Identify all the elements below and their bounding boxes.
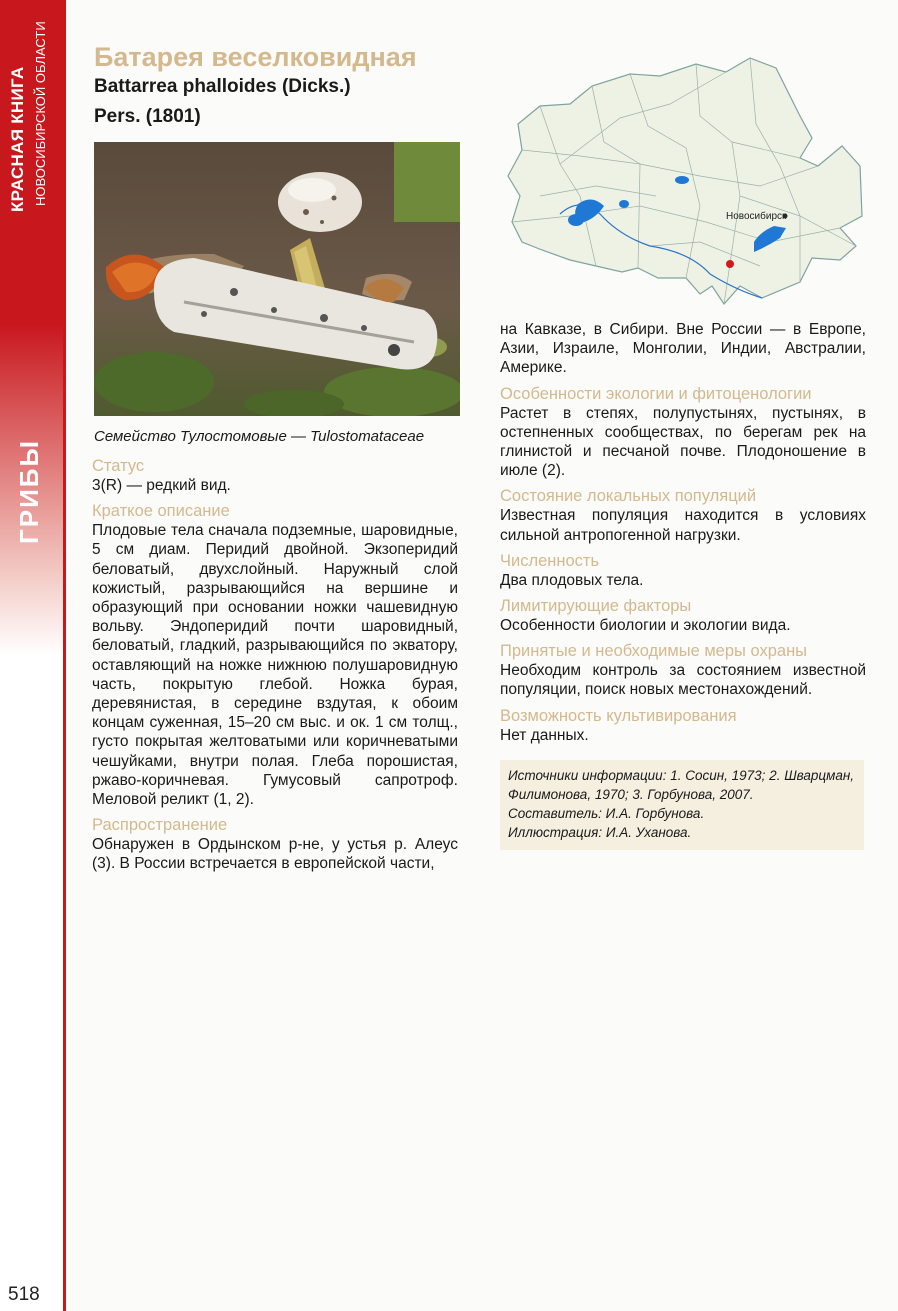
description-text: Плодовые тела сначала подземные, шаровидные, 5 см диам. Перидий двойной. Экзоперидий беловатый, двухслойный. Наружный слой кожистый, разрывающийся на вершине и образующий при основании ножки чашевидную вольву. Эндоперидий почти шаровидный, беловатый, гладкий, разрывающийся по экватору, оставляющий на ножке нижнюю полушаровидную часть, покрытую глебой. Ножка бурая, деревянистая, в середине вздутая, к обоим концам суженная, 15–20 см выс. и ок. 1 см толщ., густо покрытая желтоватыми или коричневатыми чешуйками, внутри полая. Глеба порошистая, ржаво-коричневая. Гумусовый сапротроф. Меловой реликт (1, 2). xyxy=(92,522,458,809)
protection-text: Необходим контроль за состоянием известной популяции, поиск новых местонахождений. xyxy=(500,662,866,699)
photo-caption: Семейство Тулостомовые — Tulostomataceae xyxy=(94,428,425,445)
compiler-text: Составитель: И.А. Горбунова. xyxy=(508,806,705,821)
species-name-ru: Батарея веселковидная xyxy=(94,42,417,72)
ecology-heading: Особенности экологии и фитоценологии xyxy=(500,384,812,403)
map-city-label: Новосибирск xyxy=(726,211,787,222)
illustrator-text: Иллюстрация: И.А. Уханова. xyxy=(508,825,692,840)
distribution-text: Обнаружен в Ордынском р-не, у устья р. Алеус (3). В России встречается в европейской части, xyxy=(92,836,458,873)
cultivation-heading: Возможность культивирования xyxy=(500,706,737,725)
region-name: НОВОСИБИРСКОЙ ОБЛАСТИ xyxy=(33,21,48,206)
description-heading: Краткое описание xyxy=(92,502,230,521)
section-name: ГРИБЫ xyxy=(14,439,44,544)
limiting-factors-heading: Лимитирующие факторы xyxy=(500,597,692,616)
abundance-text: Два плодовых тела. xyxy=(500,571,644,589)
species-name-latin-author: Pers. (1801) xyxy=(94,106,201,127)
sources-text: Источники информации: 1. Сосин, 1973; 2. Шварцман, Филимонова, 1970; 3. Горбунова, 2007. xyxy=(508,768,855,802)
abundance-heading: Численность xyxy=(500,551,600,570)
cultivation-text: Нет данных. xyxy=(500,726,589,744)
distribution-map xyxy=(500,46,864,318)
species-name-latin: Battarrea phalloides (Dicks.) xyxy=(94,76,351,97)
population-text: Известная популяция находится в условиях сильной антропогенной нагрузки. xyxy=(500,507,866,544)
ecology-text: Растет в степях, полупустынях, пустынях, в остепненных сообществах, по берегам рек на глинистой и песчаной почве. Плодоношение в июле (2). xyxy=(500,404,866,480)
distribution-heading: Распространение xyxy=(92,816,228,835)
distribution-text-cont: на Кавказе, в Сибири. Вне России — в Европе, Азии, Израиле, Монголии, Индии, Австралии, Америке. xyxy=(500,321,866,377)
status-heading: Статус xyxy=(92,457,145,475)
limiting-factors-text: Особенности биологии и экологии вида. xyxy=(500,617,791,635)
right-column xyxy=(500,320,866,745)
status-text: 3(R) — редкий вид. xyxy=(92,477,231,494)
page-number: 518 xyxy=(8,1284,40,1305)
sidebar-rule xyxy=(63,0,66,1311)
sidebar xyxy=(0,0,63,1311)
sources-box xyxy=(500,760,864,850)
population-heading: Состояние локальных популяций xyxy=(500,487,757,506)
book-title: КРАСНАЯ КНИГА xyxy=(8,66,27,212)
mushroom-photo xyxy=(94,142,460,416)
protection-heading: Принятые и необходимые меры охраны xyxy=(500,642,808,661)
left-column xyxy=(92,456,458,874)
